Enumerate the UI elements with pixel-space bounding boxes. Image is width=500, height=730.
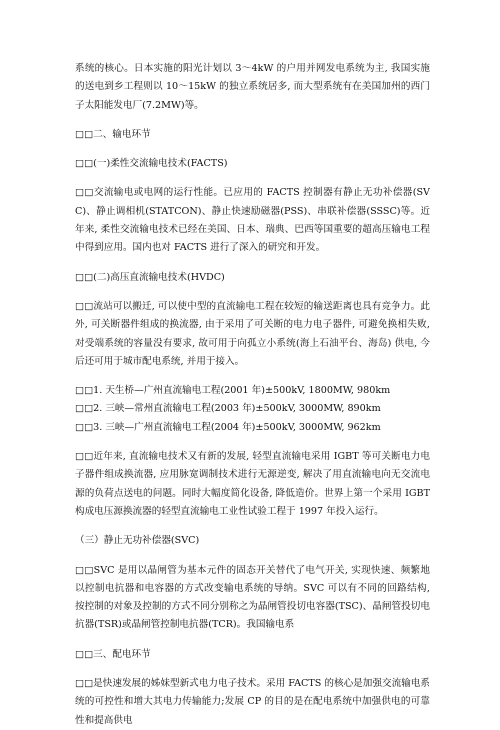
paragraph-intro: 系统的核心。日本实施的阳光计划以 3～4kW 的户用并网发电系统为主, 我国实施的送电到乡工程则以 10～15kW 的独立系统居多, 而大型系统有在美国加州的西门子太阳能发电厂(7.2MW)等。 xyxy=(75,63,430,111)
subheading-hvdc: □□(二)高压直流输电技术(HVDC) xyxy=(75,271,225,283)
subheading-facts: □□(一)柔性交流输电技术(FACTS) xyxy=(75,158,228,170)
section-heading-transmission: □□二、输电环节 xyxy=(75,128,151,140)
paragraph-hvdc: □□流站可以搬迁, 可以使中型的直流输电工程在较短的输送距离也具有竞争力。此外, 可关断器件组成的换流器, 由于采用了可关断的电力电子器件, 可避免换相失败, 对受端系统的容量没有要求, 故可用于向孤立小系统(海上石油平台、海岛) 供电, 今后还可用于城市配电系统, 并用于接入。 xyxy=(75,300,430,367)
paragraph-svc: □□SVC 是用以晶闸管为基本元件的固态开关替代了电气开关, 实现快速、频繁地以控制电抗器和电容器的方式改变输电系统的导纳。SVC 可以有不同的回路结构, 按控制的对象及控制的方式不同分别称之为晶闸管投切电容器(TSC)、晶闸管投切电抗器(TSR)或晶闸管控制电抗器(TCR)。我国输电系 xyxy=(75,564,430,631)
section-heading-distribution: □□三、配电环节 xyxy=(75,648,151,660)
paragraph-facts: □□交流输电或电网的运行性能。已应用的 FACTS 控制器有静止无功补偿器(SVC)、静止调相机(STATCON)、静止快速励磁器(PSS)、串联补偿器(SSSC)等。近年来, 柔性交流输电技术已经在美国、日本、瑞典、巴西等国重要的超高压输电工程中得到应用。国内也对 FACTS 进行了深入的研究和开发。 xyxy=(75,187,430,254)
list-item: □□1. 天生桥—广州直流输电工程(2001 年)±500kV, 1800MW, 980km xyxy=(75,385,391,397)
hvdc-project-list xyxy=(75,382,430,437)
list-item: □□3. 三峡—广州直流输电工程(2004 年)±500kV, 3000MW, 962km xyxy=(75,421,381,433)
paragraph-distribution: □□是快速发展的姊妹型新式电力电子技术。采用 FACTS 的核心是加强交流输电系统的可控性和增大其电力传输能力;发展 CP 的目的是在配电系统中加强供电的可靠性和提高供电 xyxy=(75,678,430,726)
list-item: □□2. 三峡—常州直流输电工程(2003 年)±500kV, 3000MW, 890km xyxy=(75,403,381,415)
paragraph-light-hvdc: □□近年来, 直流输电技术又有新的发展, 轻型直流输电采用 IGBT 等可关断电力电子器件组成换流器, 应用脉宽调制技术进行无源逆变, 解决了用直流输电向无交流电源的负荷点送电的问题。同时大幅度简化设备, 降低造价。世界上第一个采用 IGBT 构成电压源换流器的轻型直流输电工业性试验工程于 1997 年投入运行。 xyxy=(75,451,430,517)
subheading-svc: （三）静止无功补偿器(SVC) xyxy=(75,535,200,547)
